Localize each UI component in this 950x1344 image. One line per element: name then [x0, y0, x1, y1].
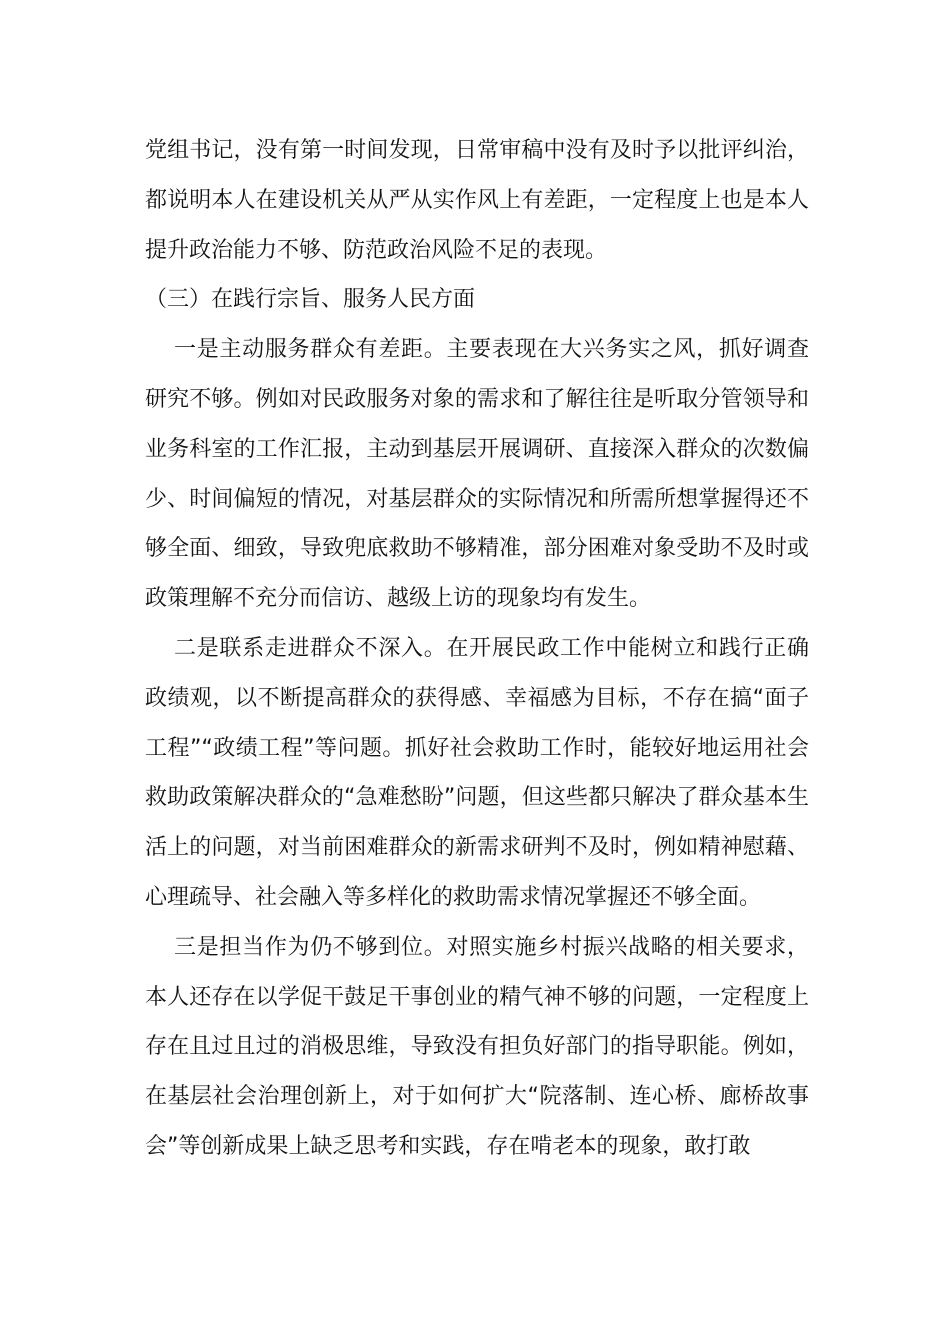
paragraph-point-three: 三是担当作为仍不够到位。对照实施乡村振兴战略的相关要求，本人还存在以学促干鼓足干事创业的精气神不够的问题，一定程度上存在且过且过的消极思维，导致没有担负好部门的指导职能。例如，在基层社会治理创新上，对于如何扩大“院落制、连心桥、廊桥故事会”等创新成果上缺乏思考和实践，存在啃老本的现象，敢打敢	[145, 934, 809, 1159]
paragraph-continuation: 党组书记，没有第一时间发现，日常审稿中没有及时予以批评纠治，都说明本人在建设机关从严从实作风上有差距，一定程度上也是本人提升政治能力不够、防范政治风险不足的表现。	[145, 138, 809, 263]
paragraph-point-one: 一是主动服务群众有差距。主要表现在大兴务实之风，抓好调查研究不够。例如对民政服务对象的需求和了解往往是听取分管领导和业务科室的工作汇报，主动到基层开展调研、直接深入群众的次数偏少、时间偏短的情况，对基层群众的实际情况和所需所想掌握得还不够全面、细致，导致兜底救助不够精准，部分困难对象受助不及时或政策理解不充分而信访、越级上访的现象均有发生。	[145, 337, 809, 612]
document-body	[145, 126, 809, 1172]
paragraph-point-two: 二是联系走进群众不深入。在开展民政工作中能树立和践行正确政绩观，以不断提高群众的获得感、幸福感为目标，不存在搞“面子工程”“政绩工程”等问题。抓好社会救助工作时，能较好地运用社会救助政策解决群众的“急难愁盼”问题，但这些都只解决了群众基本生活上的问题，对当前困难群众的新需求研判不及时，例如精神慰藉、心理疏导、社会融入等多样化的救助需求情况掌握还不够全面。	[145, 635, 809, 910]
section-heading: （三）在践行宗旨、服务人民方面	[145, 287, 476, 313]
